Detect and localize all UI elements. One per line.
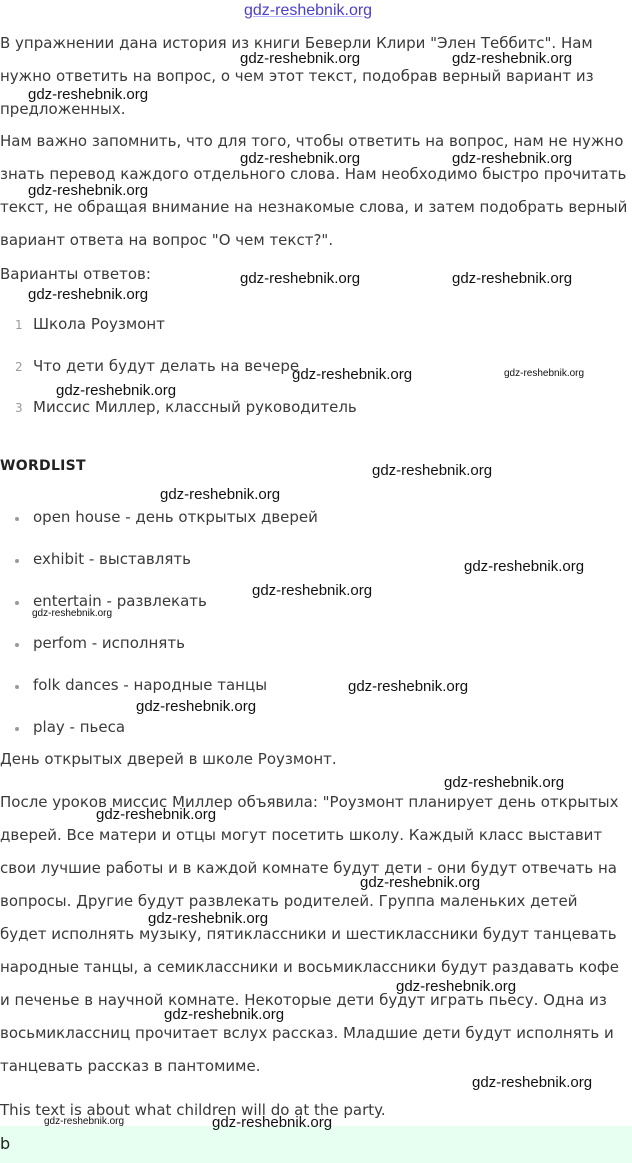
watermark[interactable]: gdz-reshebnik.org: [28, 182, 149, 199]
watermark[interactable]: gdz-reshebnik.org: [28, 86, 149, 103]
watermark[interactable]: gdz-reshebnik.org: [160, 486, 281, 503]
watermark[interactable]: gdz-reshebnik.org: [360, 874, 481, 891]
watermark[interactable]: gdz-reshebnik.org: [252, 582, 373, 599]
options-label: Варианты ответов:: [0, 265, 151, 283]
watermark[interactable]: gdz-reshebnik.org: [212, 1114, 333, 1131]
intro-paragraph-1: В упражнении дана история из книги Беверли Клири "Элен Теббитс". Нам нужно ответить на вопрос, о чем этот текст, подобрав верный вариант из предложенных.: [0, 34, 594, 118]
bullet: [15, 601, 19, 605]
watermark[interactable]: gdz-reshebnik.org: [444, 774, 565, 791]
watermark[interactable]: gdz-reshebnik.org: [472, 1074, 593, 1091]
conclusion: This text is about what children will do at the party.: [0, 1101, 386, 1119]
watermark[interactable]: gdz-reshebnik.org: [452, 270, 573, 287]
story-body: После уроков миссис Миллер объявила: "Роузмонт планирует день открытых дверей. Все матери и отцы могут посетить школу. Каждый класс выставит свои лучшие работы и в каждой комнате будут дети - они будут отвечать на вопросы. Другие будут развлекать родителей. Группа маленьких детей будет исполнять музыку, пятиклассники и шестиклассники будут танцевать народные танцы, а семиклассники и восьмиклассники будут раздавать кофе и печенье в научной комнате. Некоторые дети будут играть пьесу. Одна из восьмиклассниц прочитает вслух рассказ. Младшие дети будут исполнять и танцевать рассказ в пантомиме.: [0, 793, 619, 1075]
watermark[interactable]: gdz-reshebnik.org: [164, 1006, 285, 1023]
option-text: Миссис Миллер, классный руководитель: [33, 398, 357, 416]
watermark[interactable]: gdz-reshebnik.org: [396, 978, 517, 995]
watermark[interactable]: gdz-reshebnik.org: [136, 698, 257, 715]
wordlist-item: perfom - исполнять: [33, 634, 185, 652]
watermark[interactable]: gdz-reshebnik.org: [348, 678, 469, 695]
answer-highlight: [0, 1126, 632, 1163]
wordlist-item: folk dances - народные танцы: [33, 676, 268, 694]
watermark[interactable]: gdz-reshebnik.org: [28, 286, 149, 303]
watermark[interactable]: gdz-reshebnik.org: [96, 806, 217, 823]
watermark[interactable]: gdz-reshebnik.org: [504, 368, 585, 379]
wordlist-item: play - пьеса: [33, 718, 126, 736]
answer: b: [0, 1134, 11, 1153]
watermark[interactable]: gdz-reshebnik.org: [452, 50, 573, 67]
watermark[interactable]: gdz-reshebnik.org: [292, 366, 413, 383]
watermark[interactable]: gdz-reshebnik.org: [56, 382, 177, 399]
intro-paragraph-2: Нам важно запомнить, что для того, чтобы ответить на вопрос, нам не нужно знать перевод каждого отдельного слова. Нам необходимо быстро прочитать текст, не обращая внимание на незнакомые слова, и затем подобрать верный вариант ответа на вопрос "О чем текст?".: [0, 132, 628, 249]
bullet: [15, 643, 19, 647]
bullet: [15, 559, 19, 563]
option-number: 1: [15, 318, 23, 332]
wordlist-heading: WORDLIST: [0, 458, 86, 474]
watermark[interactable]: gdz-reshebnik.org: [240, 50, 361, 67]
bullet: [15, 727, 19, 731]
bullet: [15, 517, 19, 521]
watermark[interactable]: gdz-reshebnik.org: [148, 910, 269, 927]
option-number: 2: [15, 360, 23, 374]
wordlist-item: exhibit - выставлять: [33, 550, 191, 568]
watermark[interactable]: gdz-reshebnik.org: [372, 462, 493, 479]
watermark[interactable]: gdz-reshebnik.org: [240, 150, 361, 167]
watermark[interactable]: gdz-reshebnik.org: [464, 558, 585, 575]
option-text: Школа Роузмонт: [33, 315, 165, 333]
bullet: [15, 685, 19, 689]
watermark-top[interactable]: gdz-reshebnik.org: [244, 2, 373, 19]
option-number: 3: [15, 401, 23, 415]
watermark[interactable]: gdz-reshebnik.org: [452, 150, 573, 167]
wordlist-item: open house - день открытых дверей: [33, 508, 318, 526]
watermark[interactable]: gdz-reshebnik.org: [44, 1116, 125, 1127]
watermark[interactable]: gdz-reshebnik.org: [240, 270, 361, 287]
story-title: День открытых дверей в школе Роузмонт.: [0, 750, 337, 768]
wordlist-item: entertain - развлекать: [33, 592, 207, 610]
watermark[interactable]: gdz-reshebnik.org: [32, 608, 113, 619]
option-text: Что дети будут делать на вечере: [33, 357, 300, 375]
